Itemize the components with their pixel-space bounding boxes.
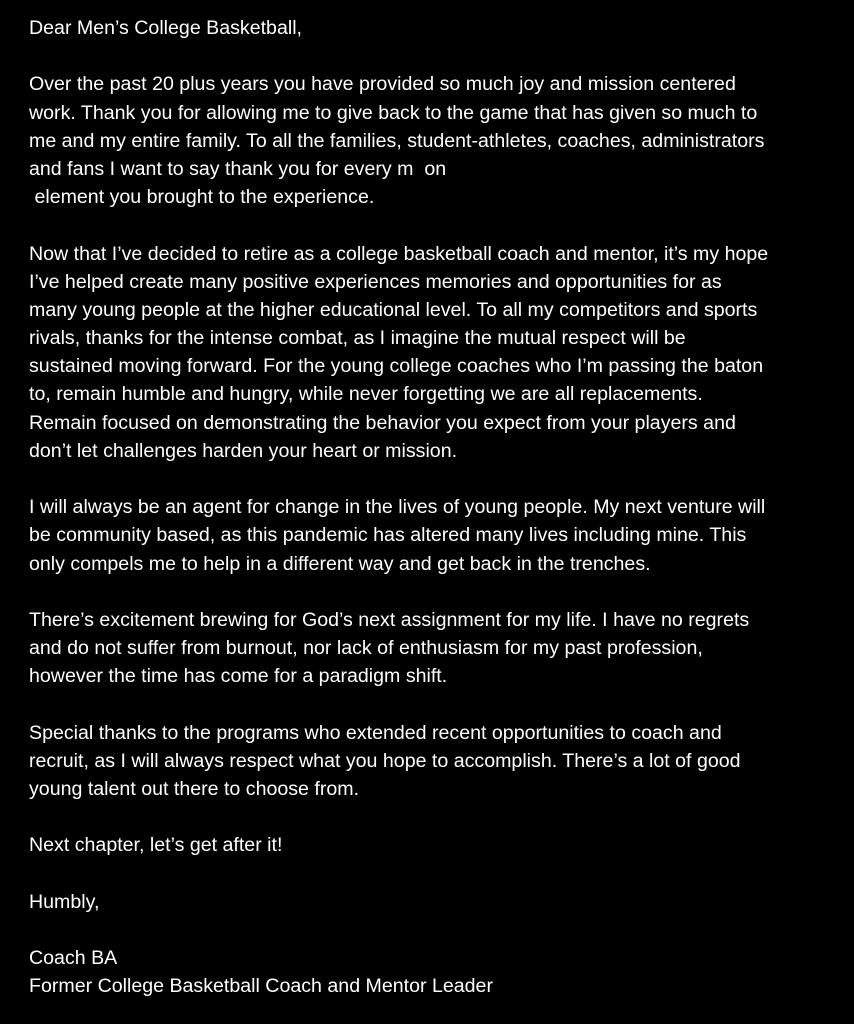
paragraph-line: element you brought to the experience. [29,186,375,209]
paragraph-line: only compels me to help in a different way and get back in the trenches. [29,552,651,575]
paragraph-line: many young people at the higher educational level. To all my competitors and sports [29,298,758,321]
paragraph-3 [29,493,844,578]
signature-name: Coach BA [29,947,118,970]
paragraph-line: however the time has come for a paradigm shift. [29,665,448,688]
paragraph-line: me and my entire family. To all the families, student-athletes, coaches, administrators [29,129,765,152]
greeting: Dear Men’s College Basketball, [29,17,303,39]
paragraph-line: There’s excitement brewing for God’s next assignment for my life. I have no regrets [29,608,750,631]
paragraph-line: rivals, thanks for the intense combat, as I imagine the mutual respect will be [29,327,686,350]
paragraph-line: Now that I’ve decided to retire as a college basketball coach and mentor, it’s my hope [29,242,769,265]
paragraph-line: Special thanks to the programs who extended recent opportunities to coach and [29,721,722,744]
letter [29,14,844,1001]
closing: Humbly, [29,890,100,913]
paragraph-4 [29,606,844,691]
closing-block [29,888,844,916]
paragraph-line: sustained moving forward. For the young college coaches who I’m passing the baton [29,355,764,378]
paragraph-line: young talent out there to choose from. [29,778,360,801]
paragraph-6 [29,831,844,859]
paragraph-line: be community based, as this pandemic has altered many lives including mine. This [29,524,747,547]
greeting-block [29,14,844,42]
paragraph-5 [29,719,844,804]
paragraph-line: work. Thank you for allowing me to give back to the game that has given so much to [29,101,758,124]
paragraph-2 [29,240,844,466]
paragraph-line: Over the past 20 plus years you have provided so much joy and mission centered [29,73,736,96]
paragraph-line: I will always be an agent for change in the lives of young people. My next venture will [29,496,766,519]
signature-title: Former College Basketball Coach and Mentor Leader [29,975,493,998]
paragraph-line: recruit, as I will always respect what you hope to accomplish. There’s a lot of good [29,749,741,772]
paragraph-1 [29,70,844,211]
paragraph-line: don’t let challenges harden your heart or mission. [29,439,458,462]
paragraph-line: and fans I want to say thank you for every m on [29,157,447,180]
paragraph-line: I’ve helped create many positive experiences memories and opportunities for as [29,270,722,293]
paragraph-line: and do not suffer from burnout, nor lack of enthusiasm for my past profession, [29,637,703,660]
paragraph-line: Next chapter, let’s get after it! [29,834,283,857]
signature-block [29,944,844,1000]
paragraph-line: to, remain humble and hungry, while never forgetting we are all replacements. [29,383,703,406]
paragraph-line: Remain focused on demonstrating the behavior you expect from your players and [29,411,736,434]
